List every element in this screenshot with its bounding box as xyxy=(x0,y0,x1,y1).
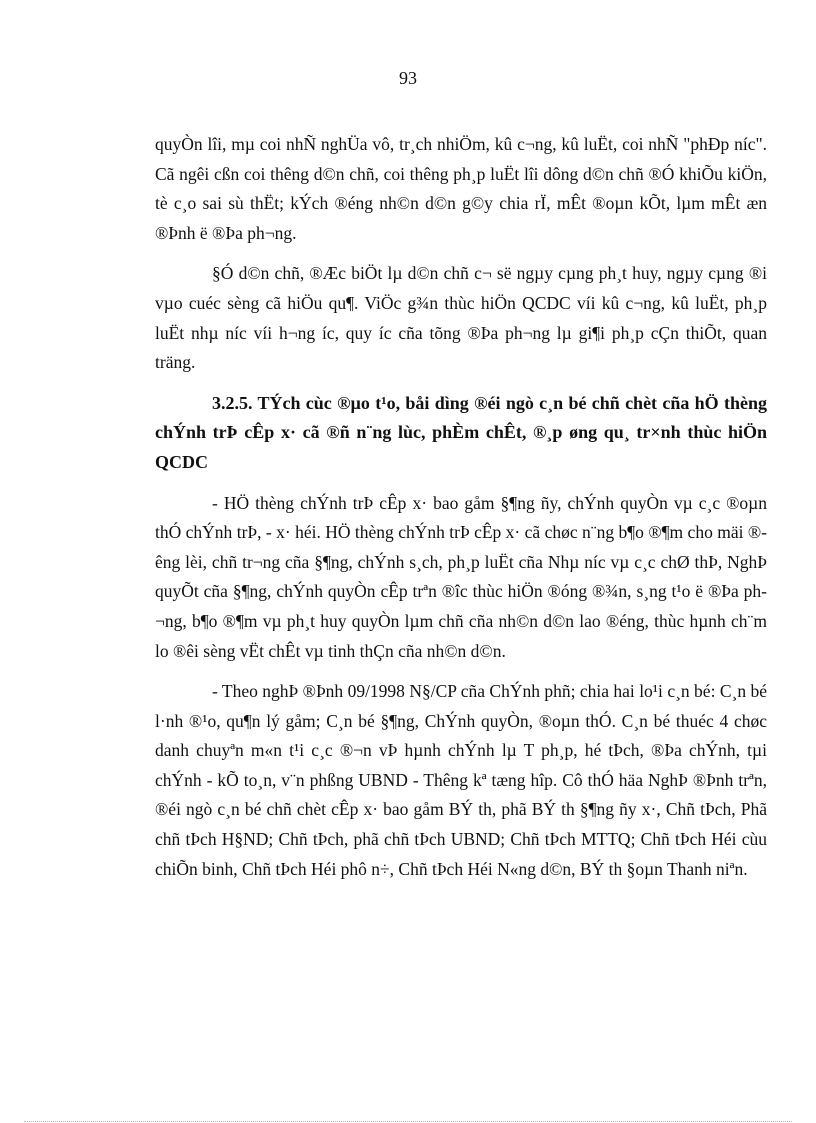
paragraph-rights-and-duties: quyÒn lîi, mµ coi nhÑ nghÜa vô, tr¸ch nhiÖm, kû c¬ng, kû luËt, coi nhÑ "phÐp níc". Cã ngêi cßn coi thêng d©n chñ, coi thêng ph¸p luËt lîi dông d©n chñ ®Ó khiÕu kiÖn, tè c¸o sai sù thËt; kÝch ®éng nh©n d©n g©y chia rÏ, mÊt ®oµn kÕt, lµm mÊt æn ®Þnh ë ®Þa ph¬ng. xyxy=(155,134,767,243)
document-body xyxy=(155,130,767,884)
paragraph-grassroots-democracy: §Ó d©n chñ, ®Æc biÖt lµ d©n chñ c¬ së ngµy cµng ph¸t huy, ngµy cµng ®i vµo cuéc sèng cã hiÖu qu¶. ViÖc g¾n thùc hiÖn QCDC víi kû c¬ng, kû luËt, ph¸p luËt nhµ níc víi h¬ng íc, quy íc cña tõng ®Þa ph¬ng lµ gi¶i ph¸p cÇn thiÕt, quan träng. xyxy=(155,263,767,373)
paragraph-political-system: - HÖ thèng chÝnh trÞ cÊp x· bao gåm §¶ng ñy, chÝnh quyÒn vµ c¸c ®oµn thÓ chÝnh trÞ, - x· héi. HÖ thèng chÝnh trÞ cÊp x· cã chøc n¨ng b¶o ®¶m cho mäi ®êng lèi, chñ tr¬ng cña §¶ng, chÝnh s¸ch, ph¸p luËt cña Nhµ níc vµ c¸c chØ thÞ, NghÞ quyÕt cña §¶ng, chÝnh quyÒn cÊp trªn ®îc thùc hiÖn ®óng ®¾n, s¸ng t¹o ë ®Þa ph¬ng, b¶o ®¶m vµ ph¸t huy quyÒn lµm chñ cña nh©n d©n lao ®éng, thùc hµnh ch¨m lo ®êi sèng vËt chÊt vµ tinh thÇn cña nh©n d©n. xyxy=(155,492,767,661)
section-heading-3-2-5: 3.2.5. TÝch cùc ®µo t¹o, båi dìng ®éi ngò c¸n bé chñ chèt cña hÖ thèng chÝnh trÞ cÊp x· cã ®ñ n¨ng lùc, phÈm chÊt, ®¸p øng qu¸ tr×nh thùc hiÖn QCDC xyxy=(155,392,767,472)
page-number: 93 xyxy=(399,68,417,88)
paragraph-decree-09-1998: - Theo nghÞ ®Þnh 09/1998 N§/CP cña ChÝnh phñ; chia hai lo¹i c¸n bé: C¸n bé l·nh ®¹o, qu¶n lý gåm; C¸n bé §¶ng, ChÝnh quyÒn, ®oµn thÓ. C¸n bé thuéc 4 chøc danh chuyªn m«n t¹i c¸c ®¬n vÞ hµnh chÝnh lµ T ph¸p, hé tÞch, ®Þa chÝnh, tµi chÝnh - kÕ to¸n, v¨n phßng UBND - Thêng kª tæng hîp. Cô thÓ häa NghÞ ®Þnh trªn, ®éi ngò c¸n bé chñ chèt cÊp x· bao gåm BÝ th, phã BÝ th §¶ng ñy x·, Chñ tÞch, Phã chñ tÞch H§ND; Chñ tÞch, phã chñ tÞch UBND; Chñ tÞch MTTQ; Chñ tÞch Héi cùu chiÕn binh, Chñ tÞch Héi phô n÷, Chñ tÞch Héi N«ng d©n, BÝ th §oµn Thanh niªn. xyxy=(155,681,767,879)
footer-dotted-rule xyxy=(24,1121,792,1122)
